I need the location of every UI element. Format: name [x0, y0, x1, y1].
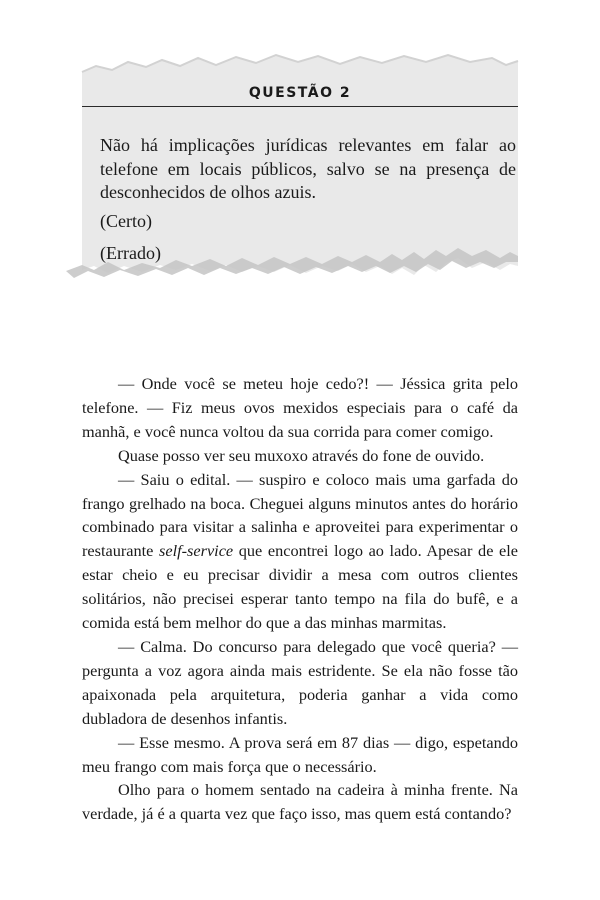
question-statement: Não há implicações jurídicas relevantes em falar ao telefone em locais públicos, salvo se na presença de desconhecidos de olhos azuis. — [100, 135, 516, 202]
story-text — [82, 372, 518, 826]
question-title: QUESTÃO 2 — [248, 85, 352, 101]
paragraph: — Onde você se meteu hoje cedo?! — Jéssica grita pelo telefone. — Fiz meus ovos mexidos especiais para o café da manhã, e você nunca voltou da sua corrida para comer comigo. — [82, 374, 518, 441]
option-errado: (Errado) — [100, 243, 161, 263]
italic-term: self-service — [159, 541, 234, 561]
paragraph: — Calma. Do concurso para delegado que você queria? — pergunta a voz agora ainda mais estridente. Se ela não fosse tão apaixonada pela arquitetura, poderia ganhar a vida como dubladora de desenhos infantis. — [82, 636, 518, 728]
option-certo: (Certo) — [100, 211, 152, 231]
paragraph-text: — Saiu o edital. — suspiro e coloco mais uma garfada do frango grelhado na boca. Cheguei alguns minutos antes do horário combinado para visitar a salinha e aproveitei para experimentar o restaurante — [82, 469, 518, 561]
paragraph: — Esse mesmo. A prova será em 87 dias — digo, espetando meu frango com mais força que o necessário. — [82, 732, 518, 776]
paragraph: Quase posso ver seu muxoxo através do fone de ouvido. — [118, 445, 485, 465]
paragraph — [82, 468, 518, 635]
paragraph-text: que encontrei logo ao lado. Apesar de ele estar cheio e eu precisar dividir a mesa com outros clientes solitários, não precisei esperar tanto tempo na fila do bufê, e a comida está bem melhor do que a das minhas marmitas. — [82, 541, 518, 633]
paragraph: Olho para o homem sentado na cadeira à minha frente. Na verdade, já é a quarta vez que faço isso, mas quem está contando? — [82, 780, 518, 824]
question-box — [0, 0, 600, 300]
title-divider — [82, 106, 518, 107]
